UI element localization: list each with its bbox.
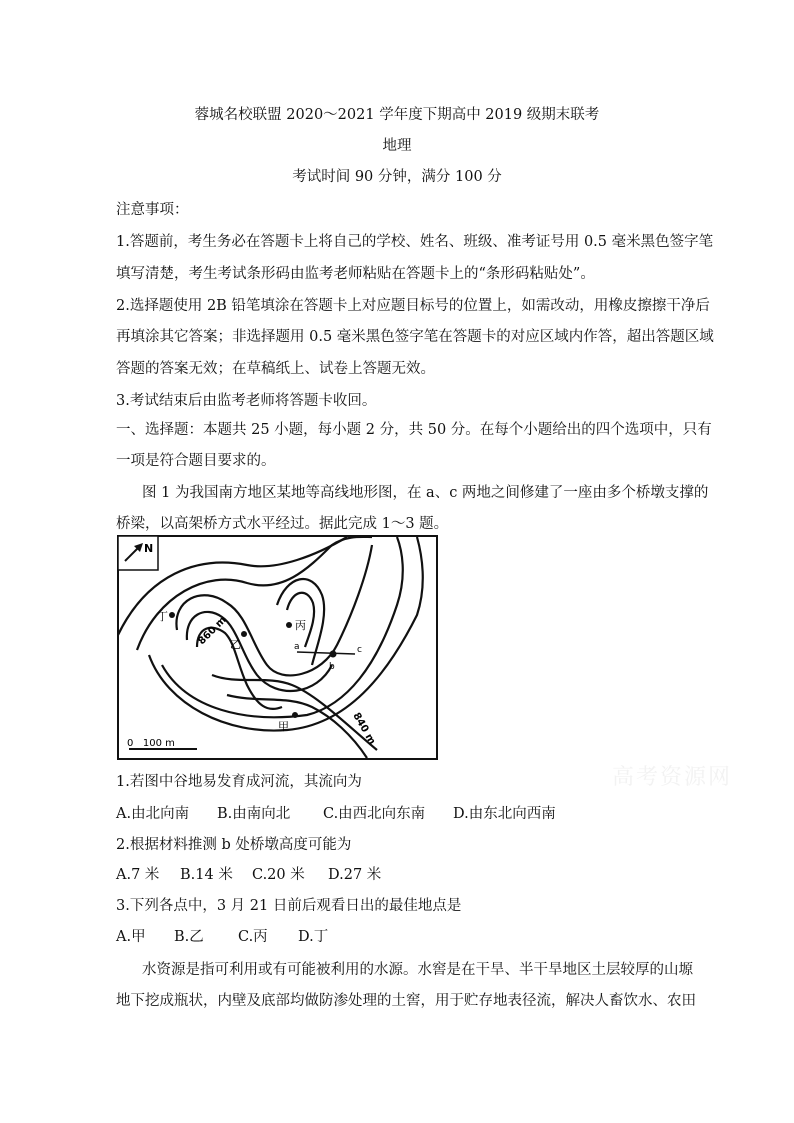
q2-option-d: D.27 米 — [328, 867, 382, 883]
section-1-line-2: 一项是符合题目要求的。 — [116, 453, 276, 469]
subject-title: 地理 — [382, 138, 412, 154]
point-bing-label: 丙 — [295, 619, 306, 632]
question-3-options — [116, 925, 328, 946]
contour-860-label: 860 m — [196, 614, 229, 648]
point-bing — [286, 622, 292, 628]
passage-2-line-2: 地下挖成瓶状，内壁及底部均做防渗处理的土窖，用于贮存地表径流，解决人畜饮水、农田 — [116, 993, 696, 1009]
q3-option-a: A.甲 — [116, 929, 146, 945]
point-ding — [169, 612, 175, 618]
passage-1-line-1: 图 1 为我国南方地区某地等高线地形图，在 a、c 两地之间修建了一座由多个桥墩支撑的 — [142, 485, 709, 501]
note-3: 3.考试结束后由监考老师将答题卡收回。 — [116, 393, 377, 409]
note-1-line-1: 1.答题前，考生务必在答题卡上将自己的学校、姓名、班级、准考证号用 0.5 毫米黑色签字笔 — [116, 234, 714, 250]
q2-option-a: A.7 米 — [116, 867, 160, 883]
question-2-options — [116, 863, 381, 884]
q3-option-b: B.乙 — [174, 929, 204, 945]
q3-option-c: C.丙 — [238, 929, 268, 945]
point-a-label: a — [294, 642, 300, 652]
q1-option-d: D.由东北向西南 — [453, 806, 556, 822]
question-2-stem: 2.根据材料推测 b 处桥墩高度可能为 — [116, 837, 352, 853]
note-2-line-1: 2.选择题使用 2B 铅笔填涂在答题卡上对应题目标号的位置上，如需改动，用橡皮擦擦干净后 — [116, 298, 710, 314]
point-ding-label: 丁 — [157, 610, 168, 623]
contour-840-label: 840 m — [350, 711, 378, 747]
q2-option-c: C.20 米 — [252, 867, 305, 883]
passage-1-line-2: 桥梁，以高架桥方式水平经过。据此完成 1～3 题。 — [116, 516, 449, 532]
point-yi-label: 乙 — [230, 638, 241, 651]
point-yi — [241, 631, 247, 637]
q2-option-b: B.14 米 — [180, 867, 233, 883]
section-1-line-1: 一、选择题：本题共 25 小题，每小题 2 分，共 50 分。在每个小题给出的四个选项中，只有 — [116, 422, 712, 438]
note-1-line-2: 填写清楚，考生考试条形码由监考老师粘贴在答题卡上的“条形码粘贴处”。 — [116, 266, 595, 282]
scale-label: 0 100 m — [127, 738, 175, 749]
q3-option-d: D.丁 — [298, 929, 329, 945]
question-1-stem: 1.若图中谷地易发育成河流，其流向为 — [116, 774, 362, 790]
note-2-line-3: 答题的答案无效；在草稿纸上、试卷上答题无效。 — [116, 361, 435, 377]
contour-map — [117, 535, 438, 760]
note-2-line-2: 再填涂其它答案；非选择题用 0.5 毫米黑色签字笔在答题卡的对应区域内作答，超出答题区域 — [116, 329, 714, 345]
point-b — [330, 651, 337, 658]
watermark: 高考资源网 — [612, 765, 733, 790]
question-1-options — [116, 802, 556, 823]
north-arrow-icon — [118, 536, 158, 570]
time-info: 考试时间 90 分钟，满分 100 分 — [292, 169, 502, 185]
point-b-label: b — [329, 662, 335, 672]
point-jia — [292, 712, 298, 718]
point-jia-label: 甲 — [278, 720, 289, 733]
north-label: N — [144, 542, 154, 555]
q1-option-c: C.由西北向东南 — [323, 806, 426, 822]
question-3-stem: 3.下列各点中，3 月 21 日前后观看日出的最佳地点是 — [116, 898, 462, 914]
point-c-label: c — [357, 645, 362, 655]
q1-option-a: A.由北向南 — [116, 806, 190, 822]
notes-heading: 注意事项： — [116, 202, 189, 218]
q1-option-b: B.由南向北 — [217, 806, 291, 822]
exam-title: 蓉城名校联盟 2020～2021 学年度下期高中 2019 级期末联考 — [194, 107, 600, 123]
passage-2-line-1: 水资源是指可利用或有可能被利用的水源。水窖是在干旱、半干旱地区土层较厚的山塬 — [142, 962, 693, 978]
